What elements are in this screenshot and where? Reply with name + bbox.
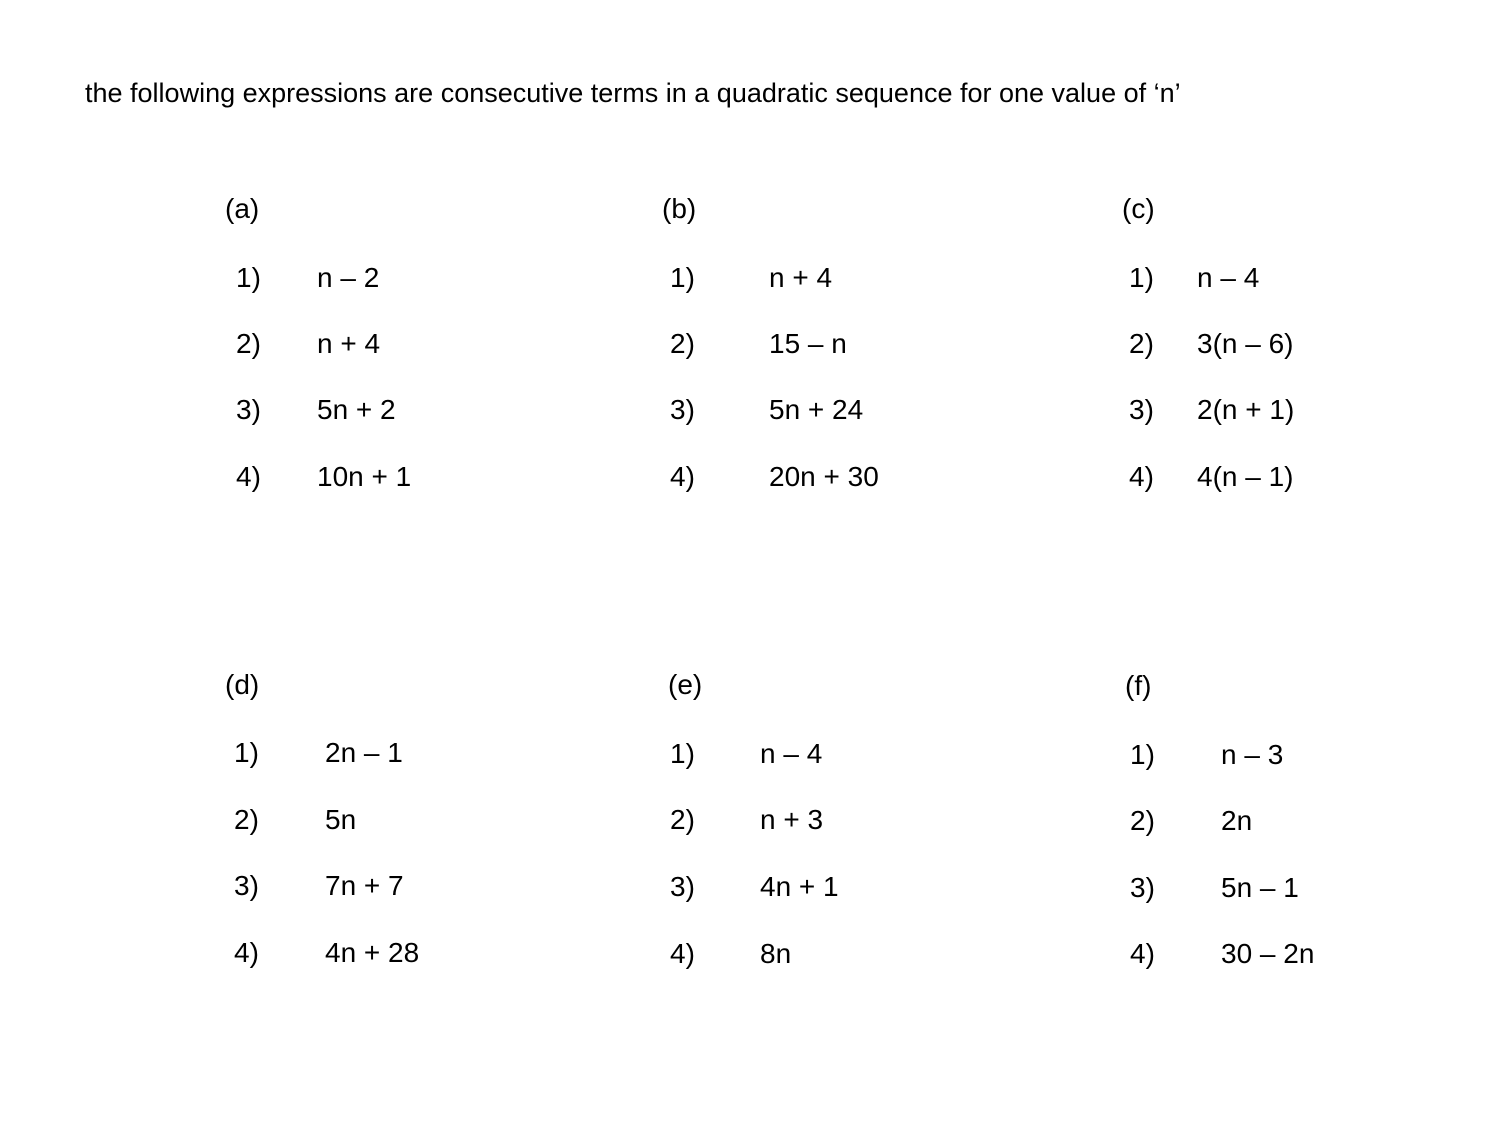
term-number: 1) [1129,262,1154,293]
term-expression: 2(n + 1) [1197,394,1295,425]
term-expression: 2n [1221,805,1253,836]
instruction-text: the following expressions are consecutive terms in a quadratic sequence for one value of ‘n’ [85,78,1181,108]
term-number: 4) [1130,938,1155,969]
term-expression: 4n + 28 [325,937,420,968]
term-expression: n + 4 [769,262,833,293]
term-expression: 5n – 1 [1221,872,1299,903]
term-number: 1) [670,738,695,769]
term-expression: n + 3 [760,804,824,835]
term-number: 2) [236,328,261,359]
term-number: 1) [236,262,261,293]
term-number: 2) [1129,328,1154,359]
term-number: 1) [234,737,259,768]
term-number: 1) [670,262,695,293]
group-label: (c) [1122,193,1155,224]
term-expression: 20n + 30 [769,461,879,492]
term-expression: 5n [325,804,357,835]
term-expression: n – 4 [1197,262,1260,293]
group-label: (f) [1125,670,1152,701]
term-expression: 5n + 2 [317,394,396,425]
term-expression: n – 3 [1221,739,1284,770]
term-number: 2) [670,328,695,359]
term-number: 2) [670,804,695,835]
term-number: 4) [236,461,261,492]
term-expression: n – 4 [760,738,823,769]
term-number: 2) [234,804,259,835]
term-number: 4) [670,461,695,492]
term-expression: 30 – 2n [1221,938,1315,969]
term-number: 4) [670,938,695,969]
term-expression: 15 – n [769,328,847,359]
term-number: 3) [1130,872,1155,903]
term-expression: 4n + 1 [760,871,839,902]
term-expression: 10n + 1 [317,461,412,492]
group-label: (d) [225,669,260,700]
term-number: 3) [236,394,261,425]
term-number: 4) [1129,461,1154,492]
term-expression: n – 2 [317,262,380,293]
term-number: 3) [234,870,259,901]
term-expression: 5n + 24 [769,394,864,425]
term-number: 3) [670,871,695,902]
term-number: 4) [234,937,259,968]
term-number: 3) [670,394,695,425]
term-expression: n + 4 [317,328,381,359]
group-label: (e) [668,669,703,700]
term-expression: 8n [760,938,792,969]
term-expression: 2n – 1 [325,737,403,768]
group-label: (a) [225,193,260,224]
term-expression: 7n + 7 [325,870,404,901]
term-expression: 3(n – 6) [1197,328,1294,359]
term-number: 2) [1130,805,1155,836]
term-expression: 4(n – 1) [1197,461,1294,492]
term-number: 3) [1129,394,1154,425]
group-label: (b) [662,193,697,224]
term-number: 1) [1130,739,1155,770]
